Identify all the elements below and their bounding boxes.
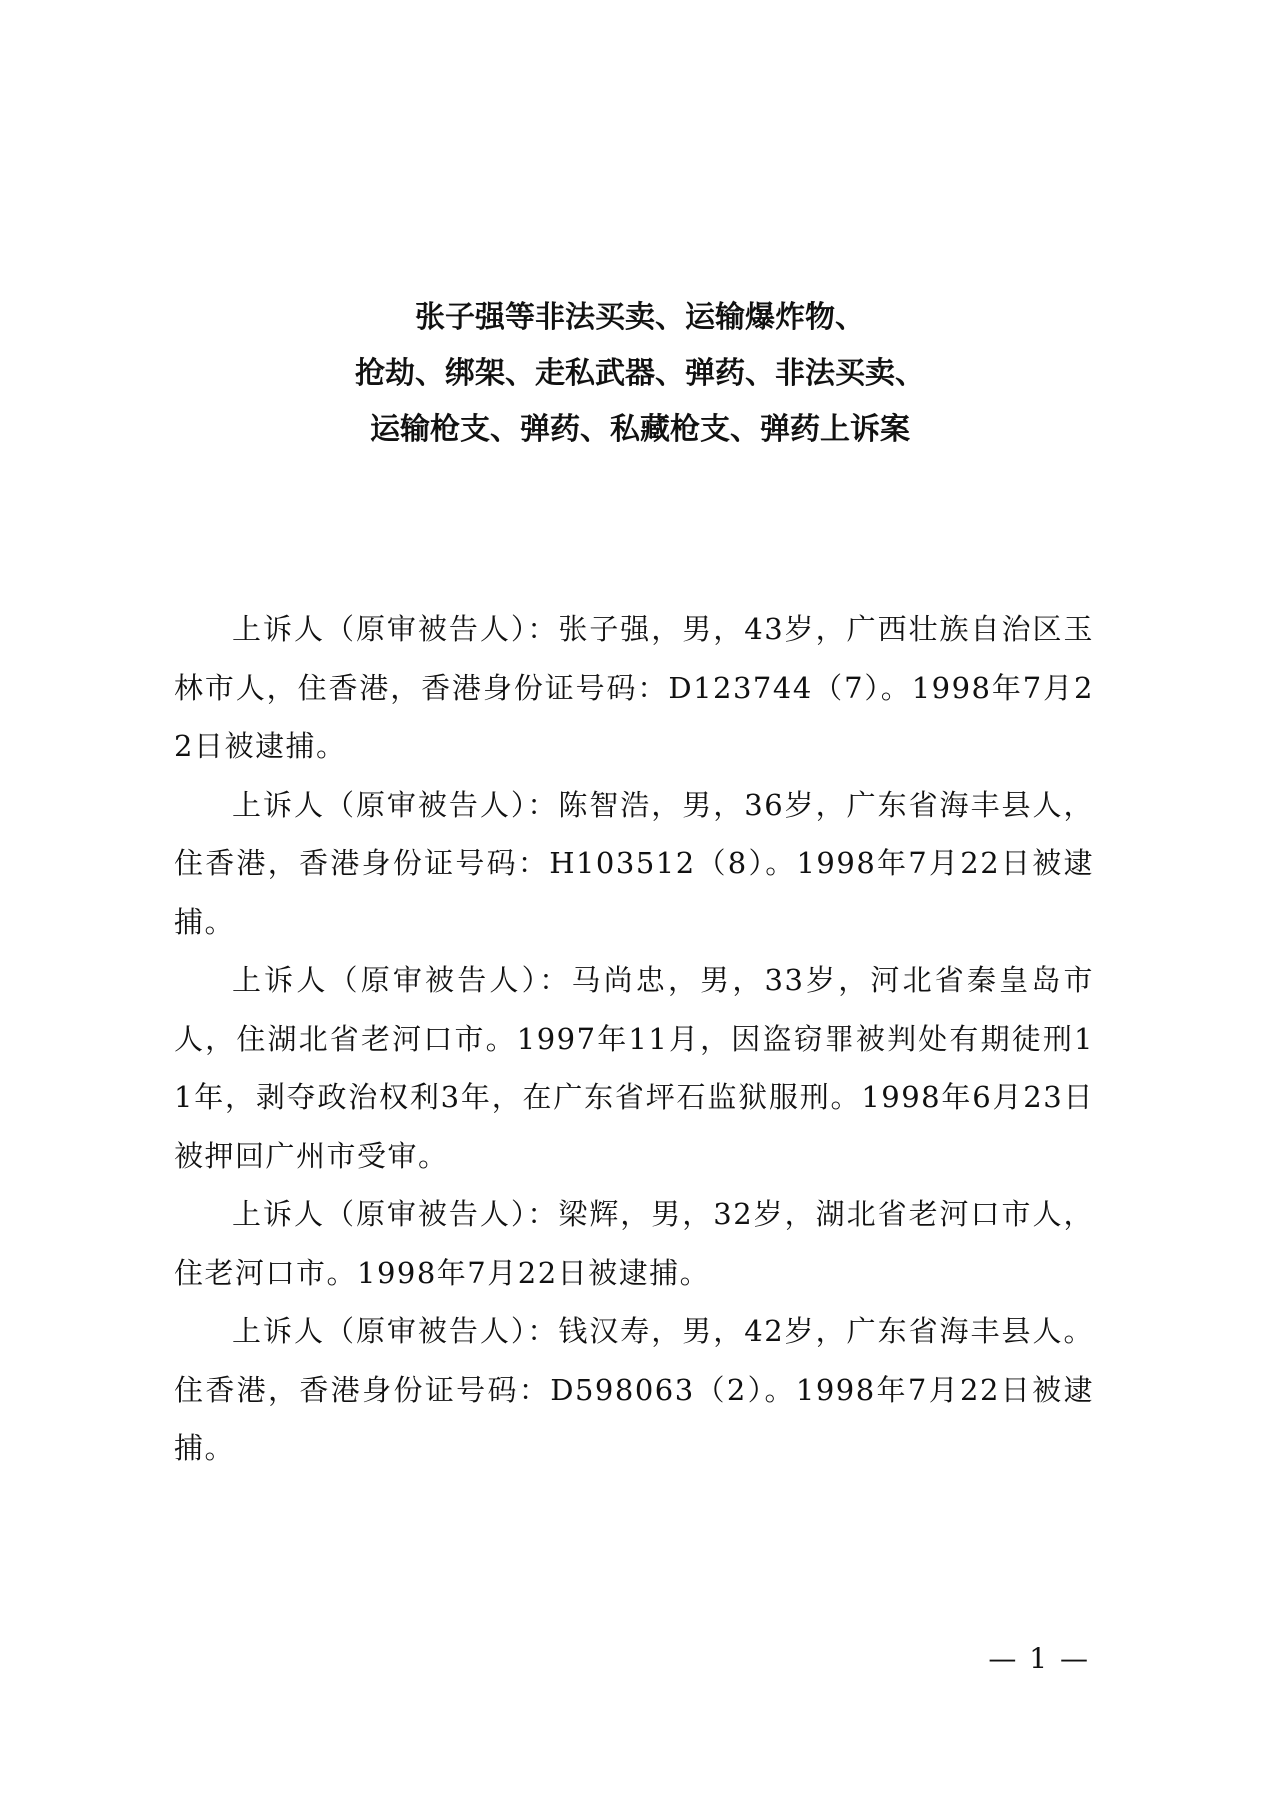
appellant-paragraph-5: 上诉人（原审被告人）：钱汉寿，男，42岁，广东省海丰县人。住香港，香港身份证号码：D598063（2）。1998年7月22日被逮捕。 (174, 1314, 1094, 1465)
title-line-2: 抢劫、绑架、走私武器、弹药、非法买卖、 (355, 356, 925, 391)
appellant-paragraph-4: 上诉人（原审被告人）：梁辉，男，32岁，湖北省老河口市人，住老河口市。1998年7月22日被逮捕。 (174, 1197, 1094, 1290)
title-line-1: 张子强等非法买卖、运输爆炸物、 (415, 300, 865, 335)
document-body (174, 600, 1094, 1478)
document-title (0, 290, 1280, 458)
appellant-paragraph-3: 上诉人（原审被告人）：马尚忠，男，33岁，河北省秦皇岛市人，住湖北省老河口市。1997年11月，因盗窃罪被判处有期徒刑11年，剥夺政治权利3年，在广东省坪石监狱服刑。1998年6月23日被押回广州市受审。 (174, 963, 1094, 1173)
page-number: — 1 — (988, 1642, 1090, 1675)
appellant-paragraph-2: 上诉人（原审被告人）：陈智浩，男，36岁，广东省海丰县人，住香港，香港身份证号码：H103512（8）。1998年7月22日被逮捕。 (174, 787, 1094, 939)
title-line-3: 运输枪支、弹药、私藏枪支、弹药上诉案 (370, 412, 910, 447)
appellant-paragraph-1: 上诉人（原审被告人）：张子强，男，43岁，广西壮族自治区玉林市人，住香港，香港身份证号码：D123744（7）。1998年7月22日被逮捕。 (174, 612, 1094, 763)
